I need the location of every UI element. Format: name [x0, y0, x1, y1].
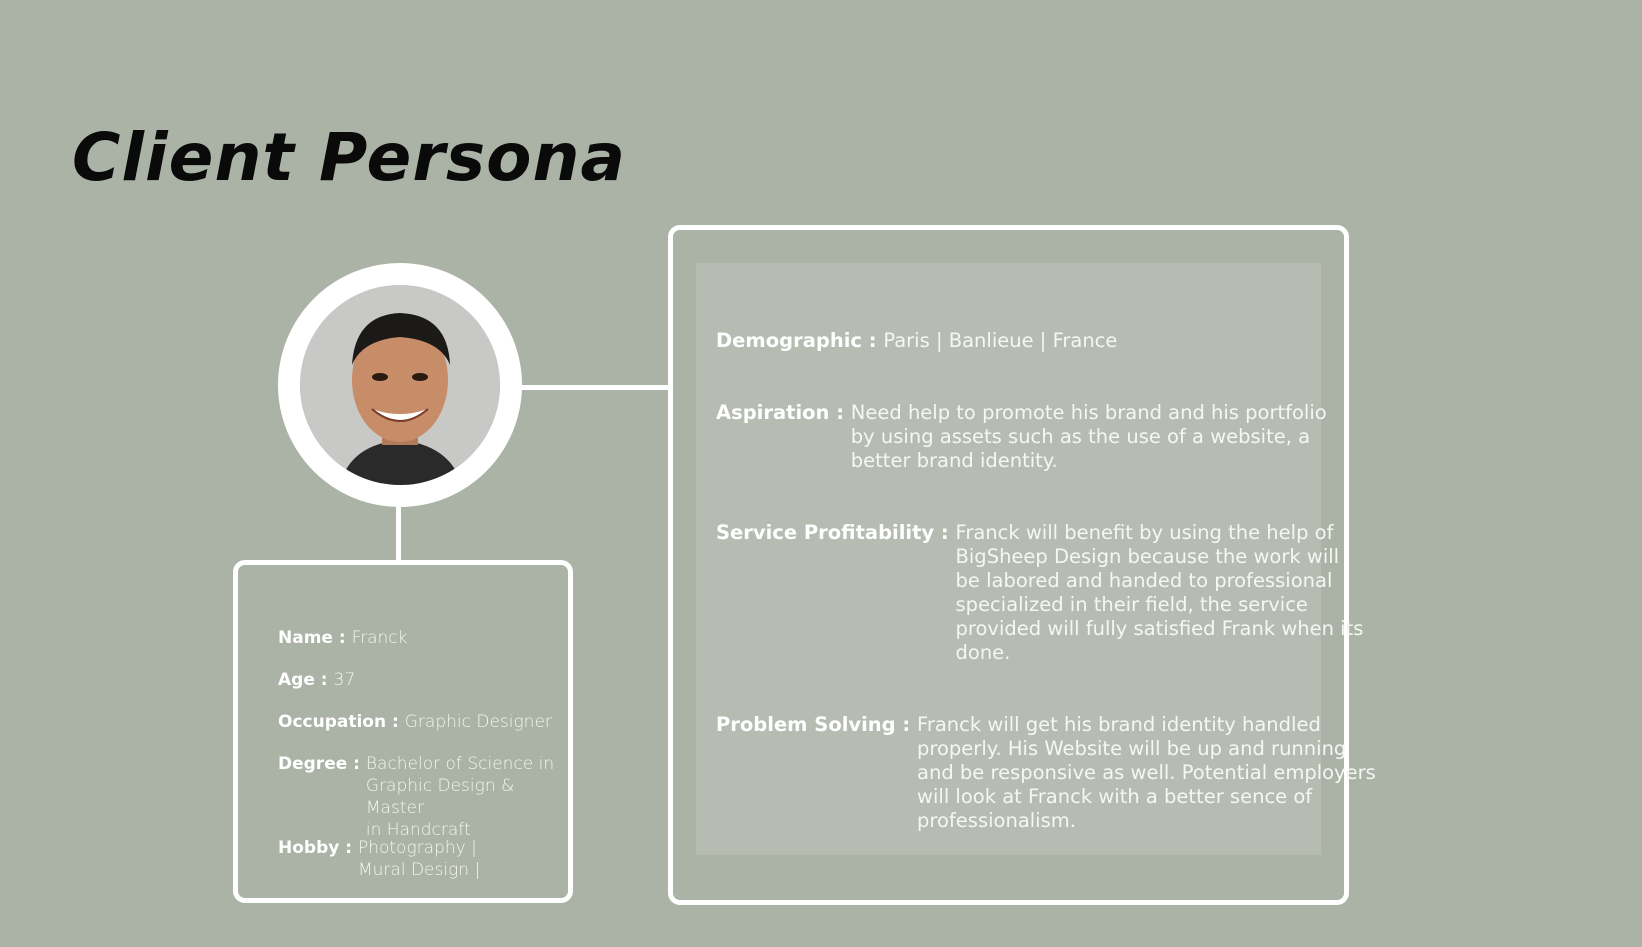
problem-solving-row: [716, 713, 1376, 833]
demographic-value: Paris | Banlieue | France: [883, 329, 1118, 352]
connector-line-vertical: [396, 505, 401, 562]
age-label: Age :: [278, 670, 334, 690]
occupation-row: [278, 711, 552, 733]
aspiration-label: Aspiration :: [716, 401, 851, 424]
degree-label: Degree :: [278, 754, 366, 774]
demographic-label: Demographic :: [716, 329, 884, 352]
avatar: [278, 263, 522, 507]
hobby-row: [278, 837, 480, 881]
problem-solving-label: Problem Solving :: [716, 713, 918, 736]
service-profitability-value: Franck will benefit by using the help of BigSheep Design because the work will be labored and handed to professional specialized in their field, the service provided will fully satisfied Frank when its done.: [955, 521, 1364, 664]
person-photo-icon: [300, 285, 500, 485]
aspiration-value: Need help to promote his brand and his portfolio by using assets such as the use of a website, a better brand identity.: [850, 401, 1327, 472]
profile-card: [233, 560, 573, 903]
service-profitability-row: [716, 521, 1363, 665]
age-row: [278, 669, 355, 691]
aspiration-row: [716, 401, 1327, 473]
details-panel: [696, 263, 1376, 855]
page-title: Client Persona: [72, 119, 627, 196]
problem-solving-value: Franck will get his brand identity handled properly. His Website will be up and running and be responsive as well. Potential employers will look at Franck with a better sence of professionalism.: [917, 713, 1376, 832]
age-value: 37: [333, 670, 356, 690]
hobby-value: Photography | Mural Design |: [357, 838, 481, 880]
degree-row: [278, 753, 568, 841]
demographic-row: [716, 329, 1117, 353]
name-label: Name :: [278, 628, 352, 648]
name-value: Franck: [351, 628, 408, 648]
degree-value: Bachelor of Science in Graphic Design & Master in Handcraft: [365, 754, 555, 840]
name-row: [278, 627, 408, 649]
connector-line-horizontal: [520, 385, 670, 390]
occupation-value: Graphic Designer: [404, 712, 552, 732]
details-card: [668, 225, 1376, 905]
hobby-label: Hobby :: [278, 838, 358, 858]
occupation-label: Occupation :: [278, 712, 405, 732]
service-profitability-label: Service Profitability :: [716, 521, 956, 544]
